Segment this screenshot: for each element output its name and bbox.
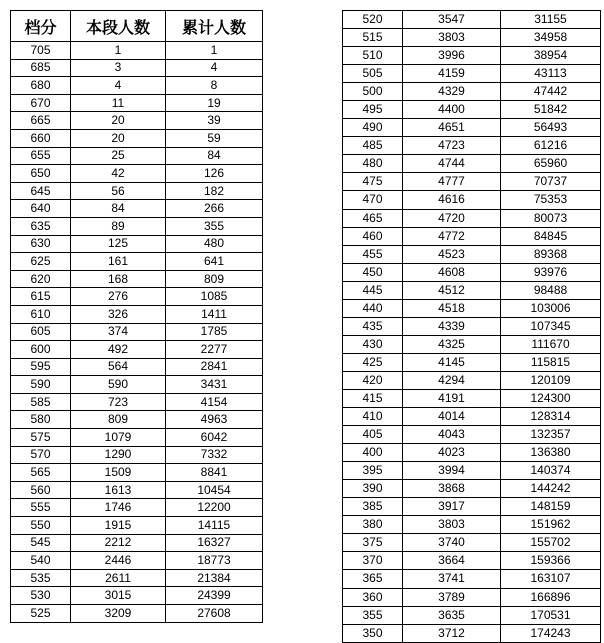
cell-cumulative-count: 16327: [166, 534, 263, 552]
table-row: [343, 29, 601, 47]
table-row: [11, 217, 263, 235]
cell-segment-count: 3868: [403, 480, 501, 498]
cell-segment-count: 4523: [403, 245, 501, 263]
cell-score: 535: [11, 569, 71, 587]
cell-segment-count: 4329: [403, 83, 501, 101]
table-row: [343, 462, 601, 480]
cell-score: 630: [11, 235, 71, 253]
score-table-left: [10, 10, 263, 623]
cell-cumulative-count: 84: [166, 147, 263, 165]
cell-score: 475: [343, 173, 403, 191]
table-row: [343, 624, 601, 642]
cell-segment-count: 326: [71, 305, 166, 323]
cell-score: 380: [343, 516, 403, 534]
cell-score: 670: [11, 94, 71, 112]
cell-score: 400: [343, 444, 403, 462]
table-row: [11, 341, 263, 359]
cell-cumulative-count: 39: [166, 112, 263, 130]
table-row: [343, 263, 601, 281]
cell-score: 480: [343, 155, 403, 173]
table-row: [343, 299, 601, 317]
cell-score: 685: [11, 59, 71, 77]
table-row: [343, 101, 601, 119]
cell-segment-count: 3664: [403, 552, 501, 570]
cell-score: 590: [11, 376, 71, 394]
cell-cumulative-count: 641: [166, 253, 263, 271]
cell-segment-count: 564: [71, 358, 166, 376]
cell-segment-count: 4400: [403, 101, 501, 119]
cell-cumulative-count: 4: [166, 59, 263, 77]
cell-score: 405: [343, 426, 403, 444]
table-row: [343, 155, 601, 173]
cell-score: 550: [11, 517, 71, 535]
table-row: [11, 552, 263, 570]
table-row: [11, 77, 263, 95]
cell-score: 635: [11, 217, 71, 235]
table-row: [343, 47, 601, 65]
cell-cumulative-count: 24399: [166, 587, 263, 605]
cell-score: 650: [11, 165, 71, 183]
table-row: [343, 606, 601, 624]
cell-cumulative-count: 132357: [501, 426, 601, 444]
cell-segment-count: 20: [71, 129, 166, 147]
cell-cumulative-count: 34958: [501, 29, 601, 47]
cell-cumulative-count: 107345: [501, 317, 601, 335]
cell-cumulative-count: 120109: [501, 371, 601, 389]
cell-cumulative-count: 7332: [166, 446, 263, 464]
cell-cumulative-count: 170531: [501, 606, 601, 624]
cell-segment-count: 3712: [403, 624, 501, 642]
cell-score: 575: [11, 429, 71, 447]
cell-score: 390: [343, 480, 403, 498]
cell-score: 410: [343, 408, 403, 426]
cell-score: 610: [11, 305, 71, 323]
cell-score: 505: [343, 65, 403, 83]
cell-cumulative-count: 1: [166, 42, 263, 60]
header-row: [11, 11, 263, 42]
cell-cumulative-count: 163107: [501, 570, 601, 588]
cell-cumulative-count: 10454: [166, 481, 263, 499]
cell-cumulative-count: 21384: [166, 569, 263, 587]
cell-score: 375: [343, 534, 403, 552]
cell-score: 680: [11, 77, 71, 95]
cell-cumulative-count: 126: [166, 165, 263, 183]
cell-segment-count: 20: [71, 112, 166, 130]
cell-cumulative-count: 2841: [166, 358, 263, 376]
table-row: [343, 83, 601, 101]
cell-segment-count: 3209: [71, 605, 166, 623]
table-row: [343, 408, 601, 426]
cell-segment-count: 374: [71, 323, 166, 341]
cell-score: 520: [343, 11, 403, 29]
cell-score: 655: [11, 147, 71, 165]
table-row: [11, 393, 263, 411]
cell-score: 620: [11, 270, 71, 288]
cell-segment-count: 4159: [403, 65, 501, 83]
cell-cumulative-count: 43113: [501, 65, 601, 83]
cell-cumulative-count: 103006: [501, 299, 601, 317]
cell-segment-count: 3547: [403, 11, 501, 29]
cell-cumulative-count: 266: [166, 200, 263, 218]
cell-segment-count: 3789: [403, 588, 501, 606]
cell-cumulative-count: 136380: [501, 444, 601, 462]
cell-cumulative-count: 61216: [501, 137, 601, 155]
table-row: [343, 516, 601, 534]
cell-score: 460: [343, 227, 403, 245]
cell-score: 510: [343, 47, 403, 65]
cell-score: 525: [11, 605, 71, 623]
cell-segment-count: 1746: [71, 499, 166, 517]
cell-cumulative-count: 159366: [501, 552, 601, 570]
cell-cumulative-count: 93976: [501, 263, 601, 281]
cell-score: 350: [343, 624, 403, 642]
cell-segment-count: 3917: [403, 498, 501, 516]
cell-segment-count: 1915: [71, 517, 166, 535]
cell-cumulative-count: 51842: [501, 101, 601, 119]
cell-cumulative-count: 151962: [501, 516, 601, 534]
cell-cumulative-count: 144242: [501, 480, 601, 498]
cell-cumulative-count: 155702: [501, 534, 601, 552]
cell-score: 440: [343, 299, 403, 317]
cell-cumulative-count: 47442: [501, 83, 601, 101]
cell-score: 645: [11, 182, 71, 200]
table-row: [343, 227, 601, 245]
table-row: [11, 305, 263, 323]
cell-score: 495: [343, 101, 403, 119]
cell-score: 585: [11, 393, 71, 411]
cell-score: 595: [11, 358, 71, 376]
table-row: [11, 464, 263, 482]
cell-segment-count: 3741: [403, 570, 501, 588]
table-row: [11, 182, 263, 200]
cell-cumulative-count: 80073: [501, 209, 601, 227]
cell-segment-count: 809: [71, 411, 166, 429]
cell-cumulative-count: 174243: [501, 624, 601, 642]
table-row: [11, 411, 263, 429]
table-row: [343, 317, 601, 335]
header-segment-count: 本段人数: [71, 11, 166, 42]
cell-segment-count: 3015: [71, 587, 166, 605]
cell-cumulative-count: 1785: [166, 323, 263, 341]
table-row: [11, 429, 263, 447]
cell-cumulative-count: 355: [166, 217, 263, 235]
cell-score: 665: [11, 112, 71, 130]
cell-score: 600: [11, 341, 71, 359]
cell-segment-count: 4014: [403, 408, 501, 426]
header-cumulative-count: 累计人数: [166, 11, 263, 42]
cell-score: 470: [343, 191, 403, 209]
table-row: [11, 446, 263, 464]
table-row: [343, 137, 601, 155]
cell-segment-count: 3996: [403, 47, 501, 65]
cell-segment-count: 4512: [403, 281, 501, 299]
cell-segment-count: 2212: [71, 534, 166, 552]
score-table-right: [342, 10, 601, 643]
table-row: [11, 270, 263, 288]
cell-segment-count: 4723: [403, 137, 501, 155]
table-row: [11, 376, 263, 394]
table-row: [11, 235, 263, 253]
cell-cumulative-count: 6042: [166, 429, 263, 447]
table-row: [343, 245, 601, 263]
cell-cumulative-count: 111670: [501, 335, 601, 353]
table-row: [11, 59, 263, 77]
cell-cumulative-count: 140374: [501, 462, 601, 480]
cell-cumulative-count: 89368: [501, 245, 601, 263]
cell-segment-count: 1509: [71, 464, 166, 482]
cell-segment-count: 89: [71, 217, 166, 235]
cell-segment-count: 4772: [403, 227, 501, 245]
cell-segment-count: 4023: [403, 444, 501, 462]
table-row: [11, 534, 263, 552]
table-row: [343, 173, 601, 191]
header-score: 档分: [11, 11, 71, 42]
table-row: [11, 129, 263, 147]
cell-score: 365: [343, 570, 403, 588]
cell-segment-count: 3994: [403, 462, 501, 480]
cell-cumulative-count: 19: [166, 94, 263, 112]
cell-cumulative-count: 56493: [501, 119, 601, 137]
cell-segment-count: 4: [71, 77, 166, 95]
table-row: [11, 587, 263, 605]
cell-cumulative-count: 2277: [166, 341, 263, 359]
cell-cumulative-count: 1085: [166, 288, 263, 306]
cell-segment-count: 4651: [403, 119, 501, 137]
table-row: [343, 552, 601, 570]
table-row: [11, 323, 263, 341]
cell-segment-count: 2611: [71, 569, 166, 587]
cell-score: 540: [11, 552, 71, 570]
table-row: [11, 288, 263, 306]
cell-score: 515: [343, 29, 403, 47]
cell-cumulative-count: 38954: [501, 47, 601, 65]
cell-cumulative-count: 65960: [501, 155, 601, 173]
table-row: [343, 570, 601, 588]
cell-cumulative-count: 148159: [501, 498, 601, 516]
cell-cumulative-count: 70737: [501, 173, 601, 191]
cell-score: 545: [11, 534, 71, 552]
cell-score: 565: [11, 464, 71, 482]
table-row: [11, 200, 263, 218]
cell-cumulative-count: 1411: [166, 305, 263, 323]
cell-cumulative-count: 31155: [501, 11, 601, 29]
cell-segment-count: 161: [71, 253, 166, 271]
cell-segment-count: 42: [71, 165, 166, 183]
cell-segment-count: 276: [71, 288, 166, 306]
cell-score: 420: [343, 371, 403, 389]
cell-segment-count: 168: [71, 270, 166, 288]
table-row: [11, 569, 263, 587]
cell-score: 490: [343, 119, 403, 137]
table-row: [11, 358, 263, 376]
table-row: [11, 605, 263, 623]
cell-cumulative-count: 14115: [166, 517, 263, 535]
cell-cumulative-count: 4963: [166, 411, 263, 429]
cell-segment-count: 1079: [71, 429, 166, 447]
cell-score: 485: [343, 137, 403, 155]
cell-score: 555: [11, 499, 71, 517]
cell-segment-count: 1: [71, 42, 166, 60]
cell-segment-count: 4145: [403, 353, 501, 371]
cell-score: 355: [343, 606, 403, 624]
cell-cumulative-count: 8: [166, 77, 263, 95]
table-row: [343, 498, 601, 516]
table-row: [11, 165, 263, 183]
cell-cumulative-count: 182: [166, 182, 263, 200]
table-row: [11, 517, 263, 535]
cell-score: 660: [11, 129, 71, 147]
cell-segment-count: 25: [71, 147, 166, 165]
cell-cumulative-count: 4154: [166, 393, 263, 411]
cell-segment-count: 56: [71, 182, 166, 200]
table-row: [11, 499, 263, 517]
table-row: [11, 481, 263, 499]
table-row: [343, 371, 601, 389]
cell-segment-count: 4518: [403, 299, 501, 317]
cell-score: 415: [343, 389, 403, 407]
cell-cumulative-count: 124300: [501, 389, 601, 407]
cell-cumulative-count: 480: [166, 235, 263, 253]
cell-cumulative-count: 18773: [166, 552, 263, 570]
table-row: [343, 335, 601, 353]
cell-segment-count: 4043: [403, 426, 501, 444]
cell-score: 450: [343, 263, 403, 281]
cell-score: 500: [343, 83, 403, 101]
cell-score: 435: [343, 317, 403, 335]
cell-score: 570: [11, 446, 71, 464]
cell-segment-count: 492: [71, 341, 166, 359]
cell-segment-count: 3635: [403, 606, 501, 624]
cell-score: 580: [11, 411, 71, 429]
cell-segment-count: 4720: [403, 209, 501, 227]
cell-segment-count: 3740: [403, 534, 501, 552]
table-row: [343, 119, 601, 137]
cell-score: 395: [343, 462, 403, 480]
cell-score: 625: [11, 253, 71, 271]
table-row: [343, 588, 601, 606]
cell-score: 430: [343, 335, 403, 353]
table-row: [343, 444, 601, 462]
table-row: [343, 389, 601, 407]
table-row: [11, 253, 263, 271]
cell-segment-count: 4339: [403, 317, 501, 335]
cell-score: 455: [343, 245, 403, 263]
cell-segment-count: 84: [71, 200, 166, 218]
cell-segment-count: 4191: [403, 389, 501, 407]
cell-segment-count: 3803: [403, 29, 501, 47]
cell-score: 640: [11, 200, 71, 218]
cell-segment-count: 3803: [403, 516, 501, 534]
cell-score: 370: [343, 552, 403, 570]
table-row: [343, 353, 601, 371]
table-row: [343, 426, 601, 444]
table-row: [11, 94, 263, 112]
cell-cumulative-count: 75353: [501, 191, 601, 209]
table-row: [343, 65, 601, 83]
cell-segment-count: 1613: [71, 481, 166, 499]
cell-segment-count: 4744: [403, 155, 501, 173]
cell-segment-count: 4608: [403, 263, 501, 281]
cell-cumulative-count: 84845: [501, 227, 601, 245]
cell-cumulative-count: 115815: [501, 353, 601, 371]
table-row: [11, 42, 263, 60]
cell-cumulative-count: 8841: [166, 464, 263, 482]
table-row: [343, 11, 601, 29]
cell-segment-count: 1290: [71, 446, 166, 464]
cell-score: 360: [343, 588, 403, 606]
table-row: [343, 480, 601, 498]
cell-score: 560: [11, 481, 71, 499]
cell-score: 530: [11, 587, 71, 605]
cell-segment-count: 4325: [403, 335, 501, 353]
cell-score: 615: [11, 288, 71, 306]
cell-cumulative-count: 12200: [166, 499, 263, 517]
cell-segment-count: 723: [71, 393, 166, 411]
table-row: [11, 112, 263, 130]
cell-cumulative-count: 809: [166, 270, 263, 288]
cell-score: 385: [343, 498, 403, 516]
cell-cumulative-count: 98488: [501, 281, 601, 299]
table-row: [343, 209, 601, 227]
cell-score: 705: [11, 42, 71, 60]
table-row: [343, 281, 601, 299]
cell-cumulative-count: 59: [166, 129, 263, 147]
cell-score: 605: [11, 323, 71, 341]
cell-segment-count: 4294: [403, 371, 501, 389]
cell-cumulative-count: 3431: [166, 376, 263, 394]
cell-score: 465: [343, 209, 403, 227]
cell-score: 425: [343, 353, 403, 371]
cell-segment-count: 2446: [71, 552, 166, 570]
table-row: [11, 147, 263, 165]
cell-segment-count: 4616: [403, 191, 501, 209]
cell-cumulative-count: 166896: [501, 588, 601, 606]
table-row: [343, 191, 601, 209]
cell-cumulative-count: 27608: [166, 605, 263, 623]
cell-segment-count: 11: [71, 94, 166, 112]
cell-segment-count: 3: [71, 59, 166, 77]
cell-segment-count: 590: [71, 376, 166, 394]
cell-segment-count: 125: [71, 235, 166, 253]
table-row: [343, 534, 601, 552]
cell-segment-count: 4777: [403, 173, 501, 191]
cell-score: 445: [343, 281, 403, 299]
cell-cumulative-count: 128314: [501, 408, 601, 426]
